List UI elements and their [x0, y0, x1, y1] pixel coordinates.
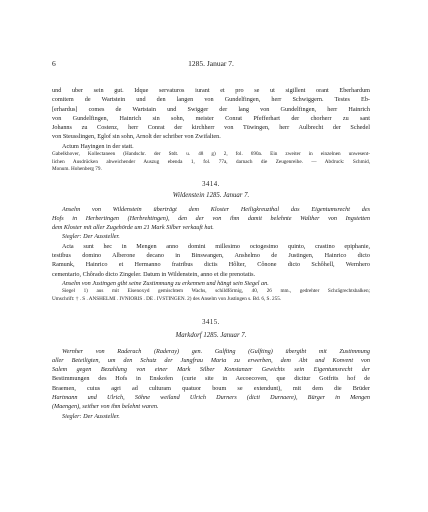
note-line: Gabelkhover, Kollectaneen (Handschr. der Stdt. u. 48 g) 2, fol. 690a. Ein zweiter in einzelnen unwesent- [52, 151, 370, 158]
page-number: 6 [52, 59, 56, 68]
note-line: Siegel 1) aus mit Eisenoxyd gemischtem Wachs, schildförmig, 40, 26 mm., gedrehter Schrägrechtsbalken; [62, 288, 370, 295]
document-3414 [52, 180, 370, 303]
regest-line: Braemen, cuius agri ad culturam quatuor boum se extendunt), mit dem die Brüder [52, 384, 370, 392]
place-date: Wildenstein 1285. Januar 7. [172, 192, 250, 200]
text-line: [erhardus] comes de Wartstain und Swigger der lang von Gundelfingen, herr Hainrich [52, 105, 370, 113]
regest-line: aller Beteiligten, um den Schutz der Jungfrau Maria zu erwerben, dem Abt und Konvent von [52, 356, 370, 364]
text-line: Ramunk, Hainrico et Hermanno fratribus dictis Hôlter, Cônone dicto Schôhell, Wernhero [52, 261, 370, 269]
document-3415 [52, 318, 370, 421]
consent-line: Anselm von Justingen gibt seine Zustimmung zu erkennen und hängt sein Siegel an. [62, 279, 269, 287]
regest-line: Wernher von Raderach (Raderay) gen. Gulfting (Gulfting) übergibt mit Zustimmung [62, 347, 370, 355]
sealer-line: Siegler: Der Aussteller. [62, 412, 120, 420]
regest-line: Bestimmungen des Hofs in Enskofen (curie site in Aecoecoven, que dicitur Gotfrits hof de [52, 375, 370, 383]
sealer-line: Siegler: Der Aussteller. [62, 233, 120, 241]
note-line: Umschrift: † . S . ANSHELMI . IVNIORIS . DE . IVSTINGEN. 2) des Anselm von Justingen s. Bd. 6, S. 255. [52, 295, 282, 302]
regest-line: Anselm von Wildenstein überträgt dem Kloster Heiligkreuzthal das Eigentumsrecht des [62, 205, 370, 213]
continued-document [52, 86, 370, 174]
document-number: 3414. [202, 181, 220, 188]
running-title: 1285. Januar 7. [188, 59, 234, 68]
text-line: von Steusslingen, Eglof sin sohn, Arnolt der schriber von Zwifalten. [52, 133, 221, 141]
dating-line: Actum Hayingen in der statt. [62, 142, 134, 150]
regest-line: Salem gegen Bezahlung von einer Mark Silber Konstanzer Gewichts sein Eigentumsrecht der [52, 366, 370, 374]
text-line: testibus domino Alberone decano in Binswangen, Anshelmo de Justingen, Hainrico dicto [52, 252, 370, 260]
text-line: von Gundelfingen, Hainrich sin sohn, meister Conrat Pfefferhart der chorherr zu sant [52, 114, 370, 122]
text-line: und uber sein gut. Idque servaturos iurant et pro se ut sigillent orant Eberhardum [52, 87, 370, 94]
note-line: lichen Ausdrücken abweichender Auszug ebenda 1, fol. 77a, darnach die Zeugenreihe. — Abdruck: Schmid, [52, 158, 370, 165]
text-line: cementario, Chôrado dicto Zingeler. Datum in Wildenstein, anno et die prenotatis. [52, 270, 256, 278]
document-number: 3415. [202, 319, 220, 326]
regest-line: Hofs in Herbertingen (Herbrehtingen), den der von ihm damit belehnte Walther von Ingstetten [52, 214, 370, 222]
regest-line: (Maengen), seither von ihm belehnt waren. [52, 403, 159, 411]
regest-line: Hartmann und Ulrich, Söhne weiland Ulrich Durners (dicti Durnaere), Bürger in Mengen [52, 394, 370, 402]
note-line: Monum. Hohenberg 79. [52, 166, 102, 173]
page-header [52, 59, 370, 69]
regest-line: dem Kloster mit aller Zugehörde um 21 Mark Silber verkauft hat. [52, 224, 214, 232]
text-line: Johanns zu Costenz, herr Conrat der kirchherr von Tüwingen, herr Aulbrecht der Schedel [52, 124, 370, 132]
text-line: comitem de Wartstein und den langen von Gundelfingen, herr Schwiggern. Testes Eb- [52, 96, 370, 104]
place-date: Markdorf 1285. Januar 7. [175, 332, 247, 340]
text-line: Acta sunt hec in Mengen anno domini millesimo octogesimo quinto, crastino epiphanie, [62, 242, 370, 250]
